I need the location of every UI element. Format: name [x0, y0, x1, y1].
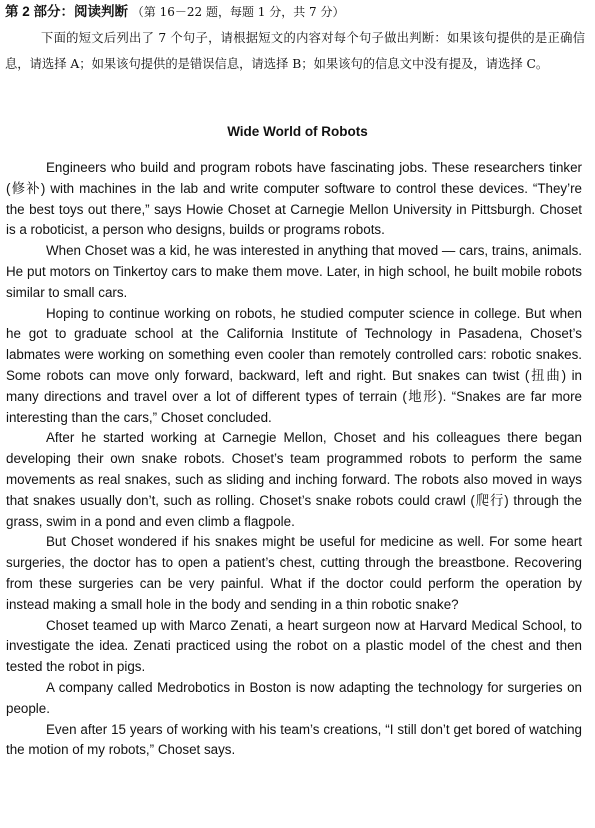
instructions: 下面的短文后列出了 7 个句子，请根据短文的内容对每个句子做出判断：如果该句提供的是正确信息，请选择 A；如果该句提供的是错误信息，请选择 B；如果该句的信息文中没有提及，请选择 C。: [5, 31, 585, 71]
paragraph-3: Hoping to continue working on robots, he studied computer science in college. But when he got to graduate school at the California Institute of Technology in Pasadena, Choset’s labmates were working on something even cooler than remotely controlled cars: robotic snakes. Some robots can move only forward, backward, left and right. But snakes can twist (扭曲) in many directions and travel over a lot of different types of terrain (地形). “Snakes are far more interesting than the cars,” Choset concluded.: [6, 305, 582, 425]
part-label: 第 2 部分：阅读判断: [5, 4, 129, 19]
paragraph-8: Even after 15 years of working with his team’s creations, “I still don’t get bored of watching the motion of my robots,” Choset says.: [6, 721, 582, 758]
paragraph-1: Engineers who build and program robots have fascinating jobs. These researchers tinker (修补) with machines in the lab and write computer software to control these devices. “They’re the best toys out there,” says Howie Choset at Carnegie Mellon University in Pittsburgh. Choset is a roboticist, a person who designs, builds or programs robots.: [6, 160, 582, 238]
article-title: Wide World of Robots: [227, 124, 368, 139]
paragraph-5: But Choset wondered if his snakes might be useful for medicine as well. For some heart surgeries, the doctor has to open a patient’s chest, cutting through the breastbone. Recovering from these surgeries can be very painful. What if the doctor could perform the operation by instead making a small hole in the body and sending in a thin robotic snake?: [6, 534, 582, 612]
paragraph-6: Choset teamed up with Marco Zenati, a heart surgeon now at Harvard Medical School, to investigate the idea. Zenati practiced using the robot on a plastic model of the chest and then tested the robot in pigs.: [6, 617, 582, 675]
scoring-note: （第 16－22 题，每题 1 分，共 7 分）: [131, 5, 345, 19]
paragraph-7: A company called Medrobotics in Boston is now adapting the technology for surgeries on people.: [6, 679, 582, 716]
paragraph-2: When Choset was a kid, he was interested in anything that moved — cars, trains, animals. He put motors on Tinkertoy cars to make them move. Later, in high school, he built mobile robots similar to small cars.: [6, 243, 582, 300]
article-body: [6, 158, 582, 761]
section-header: [5, 2, 590, 22]
paragraph-4: After he started working at Carnegie Mellon, Choset and his colleagues there began developing their own snake robots. Choset’s team programmed robots to perform the same movements as real snakes, such as sliding and inching forward. The robots also moved in ways that snakes usually don’t, such as rolling. Choset’s snake robots could crawl (爬行) through the grass, swim in a pond and even climb a flagpole.: [6, 430, 582, 529]
